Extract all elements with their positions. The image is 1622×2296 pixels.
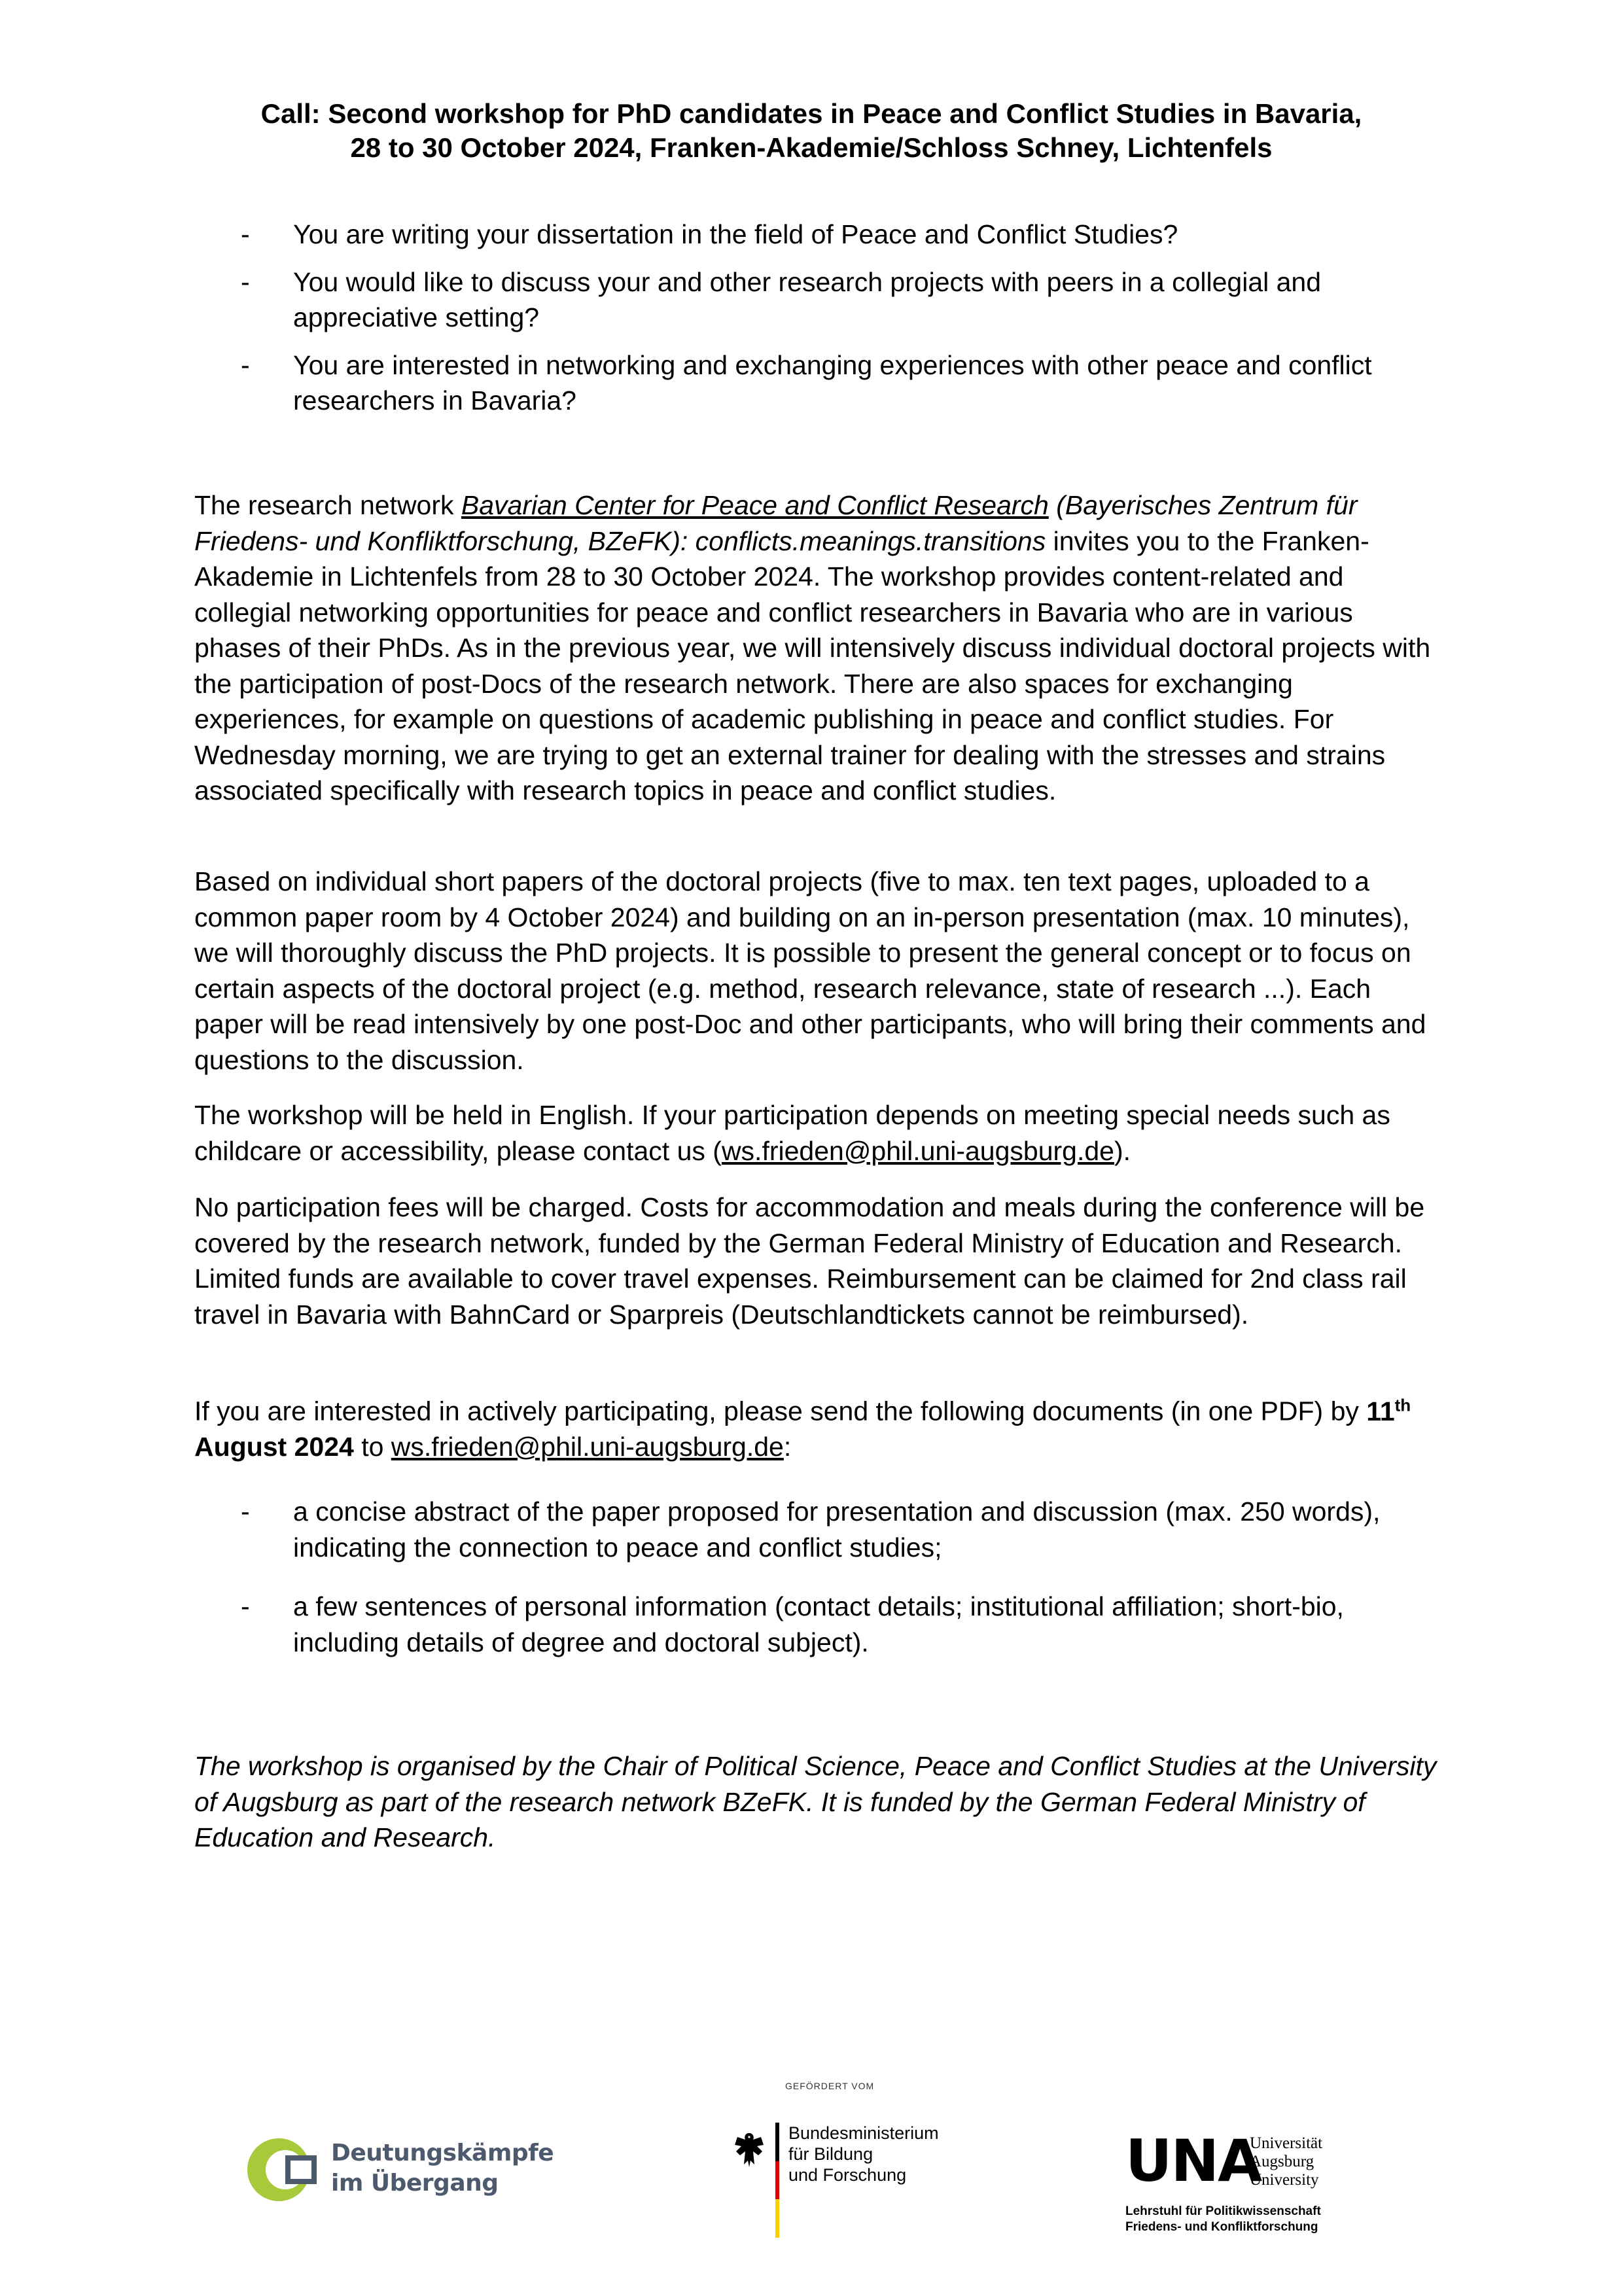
required-documents-list (241, 1494, 1432, 1684)
title-line-1: Call: Second workshop for PhD candidates in Peace and Conflict Studies in Bavaria, (260, 98, 1362, 129)
paragraph-paper-discussion: Based on individual short papers of the doctoral projects (five to max. ten text pages, uploaded to a common paper room by 4 October 2024) and building on an in-person presentation (max. 10 minutes), we will thoroughly discuss the PhD projects. It is possible to present the general concept or to focus on certain aspects of the doctoral project (e.g. method, research relevance, state of research ...). Each paper will be read intensively by one post-Doc and other participants, who will bring their comments and questions to the discussion. (194, 866, 1426, 1075)
title-line-2: 28 to 30 October 2024, Franken-Akademie/Schloss Schney, Lichtenfels (350, 132, 1273, 163)
document-title (150, 97, 1472, 165)
list-item: - a concise abstract of the paper proposed for presentation and discussion (max. 250 words), indicating the connection to peace and conflict studies; (241, 1494, 1432, 1565)
deutungskaempfe-wordmark: Deutungskämpfe im Übergang (331, 2140, 554, 2197)
bullet-dash: - (241, 349, 250, 380)
federal-eagle-icon (731, 2130, 767, 2170)
list-item: - You are writing your dissertation in the field of Peace and Conflict Studies? (241, 217, 1432, 253)
deutungskaempfe-logo (247, 2136, 554, 2208)
deutungskaempfe-emblem-icon (247, 2136, 319, 2204)
augsburg-university-logo (1125, 2127, 1400, 2243)
application-email-link[interactable]: ws.frieden@phil.uni-augsburg.de (391, 1432, 784, 1462)
bmbf-logo (723, 2081, 939, 2244)
uni-augsburg-mark: UNA (1125, 2127, 1261, 2195)
paragraph-network-invitation: The research network Bavarian Center for Peace and Conflict Research (Bayerisches Zentrum für Friedens- und Konfliktforschung, BZeFK): conflicts.meanings.transitions invites you to the Franken-Akademie in Lichtenfels from 28 to 30 October 2024. The workshop provides content-related and collegial networking opportunities for peace and conflict researchers in Bavaria who are in various phases of their PhDs. As in the previous year, we will intensively discuss individual doctoral projects with the participation of post-Docs of the research network. There are also spaces for exchanging experiences, for example on questions of academic publishing in peace and conflict studies. For Wednesday morning, we are trying to get an external trainer for dealing with the stresses and strains associated specifically with research topics in peace and conflict studies. (194, 490, 1431, 805)
organiser-note: The workshop is organised by the Chair of Political Science, Peace and Conflict Studies at the University of Augsburg as part of the research network BZeFK. It is funded by the German Federal Ministry of Education and Research. (194, 1751, 1437, 1852)
bmbf-wordmark: Bundesministerium für Bildung und Forschung (788, 2123, 939, 2185)
bullet-dash: - (241, 1591, 250, 1621)
bullet-dash: - (241, 266, 250, 297)
bzefk-link[interactable]: Bavarian Center for Peace and Conflict Research (461, 490, 1049, 520)
list-item: - You would like to discuss your and other research projects with peers in a collegial and appreciative setting? (241, 264, 1432, 336)
chair-name: Lehrstuhl für Politikwissenschaft Friedens- und Konfliktforschung (1125, 2204, 1321, 2234)
german-flag-stripe (775, 2123, 779, 2238)
university-name: Universität Augsburg University (1250, 2134, 1323, 2189)
contact-email-link[interactable]: ws.frieden@phil.uni-augsburg.de (721, 1135, 1114, 1166)
list-item: - You are interested in networking and exchanging experiences with other peace and conflict researchers in Bavaria? (241, 347, 1432, 419)
application-deadline: 11th August 2024 (194, 1395, 1411, 1462)
paragraph-language-needs: The workshop will be held in English. If your participation depends on meeting special needs such as childcare or accessibility, please contact us (ws.frieden@phil.uni-augsburg.de). (194, 1100, 1390, 1166)
intro-question-list (241, 217, 1432, 431)
logo-row (0, 2081, 1622, 2244)
bullet-dash: - (241, 219, 250, 249)
paragraph-application: If you are interested in actively participating, please send the following documents (in one PDF) by 11th August 2024 to ws.frieden@phil.uni-augsburg.de: (194, 1395, 1411, 1462)
bullet-dash: - (241, 1496, 250, 1527)
list-item: - a few sentences of personal information (contact details; institutional affiliation; short-bio, including details of degree and doctoral subject). (241, 1589, 1432, 1660)
paragraph-fees-costs: No participation fees will be charged. Costs for accommodation and meals during the conference will be covered by the research network, funded by the German Federal Ministry of Education and Research. Limited funds are available to cover travel expenses. Reimbursement can be claimed for 2nd class rail travel in Bavaria with BahnCard or Sparpreis (Deutschlandtickets cannot be reimbursed). (194, 1192, 1425, 1330)
funded-by-label: GEFÖRDERT VOM (785, 2081, 875, 2091)
